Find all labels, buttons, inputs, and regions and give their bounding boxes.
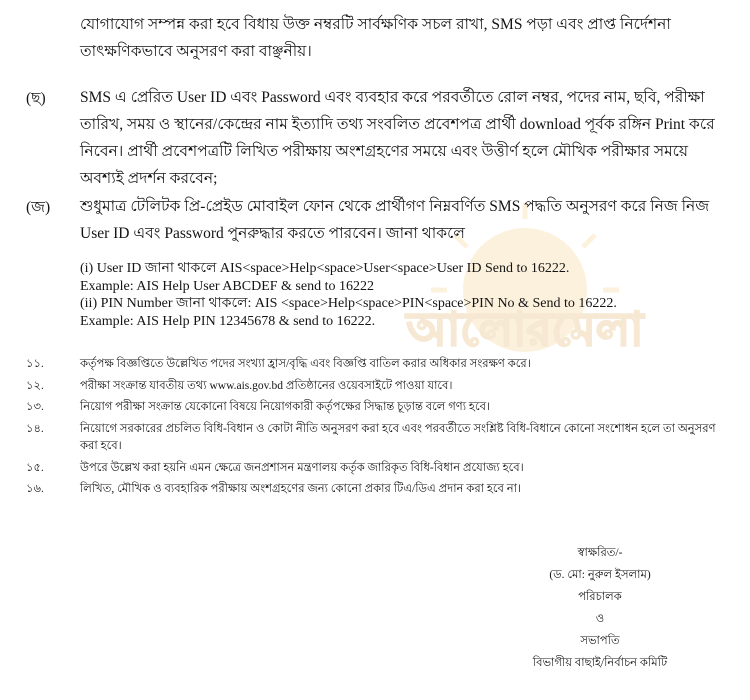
- list-number: ১১.: [26, 358, 44, 370]
- committee-name: বিভাগীয় বাছাই/নির্বাচন কমিটি: [532, 657, 668, 669]
- list-text: পরীক্ষা সংক্রান্ত যাবতীয় তথ্য www.ais.gov.bd প্রতিষ্ঠানের ওয়েবসাইটে পাওয়া যাবে।: [80, 379, 453, 392]
- list-item: [26, 378, 726, 396]
- continuation-paragraph: যোগাযোগ সম্পন্ন করা হবে বিধায় উক্ত নম্বরটি সার্বক্ষণিক সচল রাখা, SMS পড়া এবং প্রাপ্ত নির্দেশনা তাৎক্ষণিকভাবে অনুসরণ করা বাঞ্ছনীয়।: [80, 16, 671, 60]
- list-text: নিয়োগে সরকারের প্রচলিত বিধি-বিধান ও কোটা নীতি অনুসরণ করা হবে এবং পরবর্তীতে সংশ্লিষ্ট বিধি-বিধানে কোনো সংশোধন হলে তা অনুসরণ করা হবে।: [80, 422, 716, 452]
- list-number: ১৫.: [26, 461, 44, 474]
- item-marker-ja: (জ): [26, 199, 51, 216]
- watermark-text: আলোরমেলা: [406, 304, 644, 355]
- list-item: [26, 481, 726, 499]
- list-number: ১৪.: [26, 422, 44, 435]
- list-text: কর্তৃপক্ষ বিজ্ঞপ্তিতে উল্লেখিত পদের সংখ্যা হ্রাস/বৃদ্ধি এবং বিজ্ঞপ্তি বাতিল করার অধিকার সংরক্ষণ করে।: [80, 358, 531, 370]
- signatory-name: (ড. মো: নুরুল ইসলাম): [549, 569, 651, 581]
- signatory-title-chair: সভাপতি: [580, 635, 620, 647]
- signed-label: স্বাক্ষরিত/-: [577, 547, 623, 559]
- conjunction: ও: [595, 613, 605, 625]
- list-item: [26, 356, 726, 374]
- sms-line: Example: AIS Help User ABCDEF & send to 16222: [80, 278, 374, 294]
- list-number: ১২.: [26, 379, 44, 392]
- list-number: ১৩.: [26, 401, 44, 413]
- signature-block: [500, 542, 700, 674]
- list-item: [26, 399, 726, 417]
- sms-instructions: [80, 260, 720, 330]
- item-text-cha: SMS এ প্রেরিত User ID এবং Password এবং ব্যবহার করে পরবর্তীতে রোল নম্বর, পদের নাম, ছবি, পরীক্ষা তারিখ, সময় ও স্থানের/কেন্দ্রের নাম ইত্যাদি তথ্য সংবলিত প্রবেশপত্র প্রার্থী download পূর্বক রঙ্গিন Print করে নিবেন। প্রার্থী প্রবেশপত্রটি লিখিত পরীক্ষায় অংশগ্রহণের সময়ে এবং উত্তীর্ণ হলে মৌখিক পরীক্ষার সময়ে অবশ্যই প্রদর্শন করবেন;: [80, 89, 715, 187]
- item-marker-cha: (ছ): [26, 90, 46, 107]
- sms-line: Example: AIS Help PIN 12345678 & send to 16222.: [80, 313, 376, 329]
- list-text: নিয়োগ পরীক্ষা সংক্রান্ত যেকোনো বিষয়ে নিয়োগকারী কর্তৃপক্ষের সিদ্ধান্ত চূড়ান্ত বলে গণ্য হবে।: [80, 401, 491, 413]
- list-text: উপরে উল্লেখ করা হয়নি এমন ক্ষেত্রে জনপ্রশাসন মন্ত্রণালয় কর্তৃক জারিকৃত বিধি-বিধান প্রযোজ্য হবে।: [80, 461, 524, 474]
- list-item: [26, 421, 726, 456]
- signatory-title-director: পরিচালক: [578, 591, 622, 603]
- list-number: ১৬.: [26, 483, 44, 495]
- sms-line: (i) User ID জানা থাকলে AIS<space>Help<space>User<space>User ID Send to 16222.: [80, 261, 570, 276]
- item-text-ja: শুধুমাত্র টেলিটক প্রি-প্রেইড মোবাইল ফোন থেকে প্রার্থীগণ নিম্নবর্ণিত SMS পদ্ধতি অনুসরণ করে নিজ নিজ User ID এবং Password পুনরুদ্ধার করতে পারবেন। জানা থাকলে: [80, 198, 710, 242]
- numbered-list: [26, 356, 726, 503]
- sms-line: (ii) PIN Number জানা থাকলে: AIS <space>Help<space>PIN<space>PIN No & Send to 16222.: [80, 296, 617, 311]
- list-text: লিখিত, মৌখিক ও ব্যবহারিক পরীক্ষায় অংশগ্রহণের জন্য কোনো প্রকার টিএ/ডিএ প্রদান করা হবে না।: [80, 483, 522, 495]
- list-item: [26, 460, 726, 478]
